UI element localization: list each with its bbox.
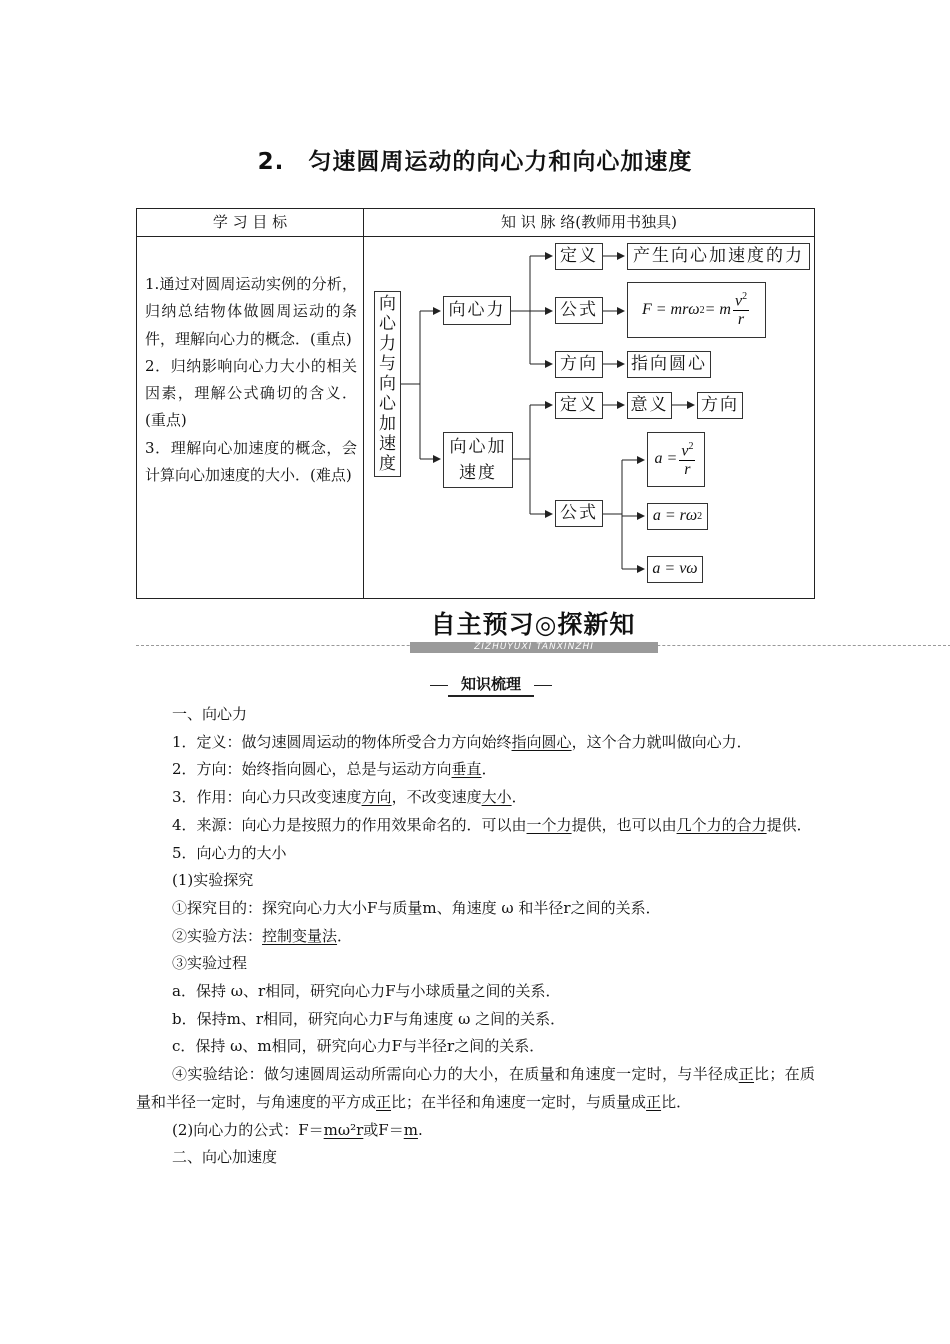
text: . <box>417 1120 423 1139</box>
text: 1．定义：做匀速圆周运动的物体所受合力方向始终 <box>172 732 512 751</box>
answer-blank: 几个力的合力 <box>676 815 767 834</box>
text: ，不改变速度 <box>391 788 482 807</box>
text: 3．作用：向心力只改变速度 <box>172 788 362 807</box>
para-formula <box>136 1117 815 1145</box>
para-step-a: a．保持 ω、r相同，研究向心力F与小球质量之间的关系． <box>172 982 561 1001</box>
para-experiment: (1)实验探究 <box>172 871 254 890</box>
answer-blank: 一个力 <box>526 815 572 834</box>
text: 提供． <box>766 815 812 834</box>
answer-blank: 垂直 <box>451 760 482 779</box>
goal-item: 2．归纳影响向心力大小的相关因素，理解公式确切的含义．(重点) <box>145 356 357 430</box>
fraction <box>733 291 749 329</box>
answer-blank: 指向圆心 <box>511 732 572 751</box>
fraction-denominator: r <box>684 460 691 478</box>
force-formula-box <box>627 282 766 338</box>
text: 比． <box>661 1092 692 1111</box>
text: 提供，也可以由 <box>571 815 677 834</box>
square-sup: 2 <box>688 440 694 452</box>
table-header-goals: 学 习 目 标 <box>212 213 288 231</box>
answer-blank: 正 <box>738 1065 755 1084</box>
text: ． <box>481 760 497 779</box>
accel-formula-1-left: a = <box>654 450 678 468</box>
square-sup: 2 <box>699 304 705 316</box>
goal-item: 1.通过对圆周运动实例的分析，归纳总结物体做圆周运动的条件，理解向心力的概念．(重点) <box>145 275 357 348</box>
accel-formula-2-text: a = rω <box>652 507 698 525</box>
accel-formula-3: a = vω <box>647 556 703 583</box>
text: (2)向心力的公式：F＝ <box>172 1120 324 1139</box>
heading-centripetal-force: 一、向心力 <box>172 705 248 723</box>
banner-title: 自主预习◎探新知 <box>430 610 636 639</box>
diagram-accel-formula-box: 公式 <box>555 500 603 527</box>
diagram-root-box: 向心力与向心加速度 <box>374 291 401 477</box>
text: 4．来源：向心力是按照力的作用效果命名的．可以由 <box>172 815 527 834</box>
answer-blank: 正 <box>376 1092 392 1111</box>
answer-blank: m <box>403 1120 418 1139</box>
section-banner <box>408 605 658 652</box>
para-step-b: b．保持m、r相同，研究向心力F与角速度 ω 之间的关系． <box>172 1009 566 1028</box>
heading-rule-right <box>534 685 552 686</box>
diagram-direction-text-box: 指向圆心 <box>627 351 711 378</box>
goal-item: 3．理解向心加速度的概念，会计算向心加速度的大小．(难点) <box>145 438 357 485</box>
section-heading <box>430 673 552 697</box>
diagram-def-box: 定义 <box>555 243 603 270</box>
para-process: ③实验过程 <box>172 954 248 973</box>
text: 2．方向：始终指向圆心，总是与运动方向 <box>172 760 452 779</box>
text: ②实验方法： <box>172 926 263 945</box>
diagram-force-box: 向心力 <box>443 296 511 325</box>
diagram-accel-box: 向心加速度 <box>443 432 513 488</box>
section-heading-text: 知识梳理 <box>448 673 534 697</box>
accel-formula-2 <box>647 503 708 530</box>
force-formula-left: F = mrω <box>641 300 700 318</box>
content-body <box>136 701 815 1172</box>
heading-rule-left <box>430 685 448 686</box>
diagram-direction-box: 方向 <box>555 351 603 378</box>
table-header-outline: 知 识 脉 络(教师用书独具) <box>500 213 677 231</box>
answer-blank: 大小 <box>481 788 512 807</box>
text: 或F＝ <box>363 1120 404 1139</box>
para-step-c: c．保持 ω、m相同，研究向心力F与半径r之间的关系． <box>172 1037 545 1056</box>
square-sup: 2 <box>742 291 748 303</box>
square-sup: 2 <box>697 511 703 522</box>
answer-blank: mω²r <box>323 1120 364 1139</box>
diagram-formula-box: 公式 <box>555 297 603 324</box>
fraction-numerator: v <box>734 292 743 310</box>
text: 比；在质量和半径一定时，与角速度的平方成 <box>136 1065 815 1111</box>
diagram-accel-def-box: 定义 <box>555 392 603 419</box>
fraction <box>679 441 695 479</box>
para-direction <box>136 756 815 784</box>
para-effect <box>136 784 815 812</box>
answer-blank: 正 <box>646 1092 662 1111</box>
diagram-accel-direction-box: 方向 <box>697 392 743 419</box>
para-magnitude: 5．向心力的大小 <box>172 843 287 862</box>
para-conclusion <box>136 1061 815 1116</box>
fraction-numerator: v <box>681 442 689 460</box>
para-source <box>136 812 815 840</box>
heading-centripetal-accel: 二、向心加速度 <box>172 1148 278 1167</box>
fraction-denominator: r <box>737 311 745 329</box>
diagram-def-text-box: 产生向心加速度的力 <box>627 243 810 270</box>
para-purpose: ①探究目的：探究向心力大小F与质量m、角速度 ω 和半径r之间的关系． <box>172 898 661 917</box>
answer-blank: 方向 <box>361 788 392 807</box>
text: ． <box>511 788 527 807</box>
diagram-meaning-box: 意义 <box>627 392 672 419</box>
accel-formula-1 <box>647 432 705 487</box>
text: 比；在半径和角速度一定时，与质量成 <box>391 1092 647 1111</box>
text: ，这个合力就叫做向心力． <box>571 732 752 751</box>
text: ④实验结论：做匀速圆周运动所需向心力的大小，在质量和角速度一定时，与半径成 <box>172 1065 739 1084</box>
banner-subtitle: ZIZHUYUXI TANXINZHI <box>410 642 658 653</box>
answer-blank: 控制变量法 <box>262 926 338 945</box>
para-definition <box>136 729 815 757</box>
para-method <box>136 923 815 951</box>
text: ． <box>337 926 353 945</box>
page-title: 2. 匀速圆周运动的向心力和向心加速度 <box>257 149 693 175</box>
force-formula-mid: = m <box>704 300 731 318</box>
